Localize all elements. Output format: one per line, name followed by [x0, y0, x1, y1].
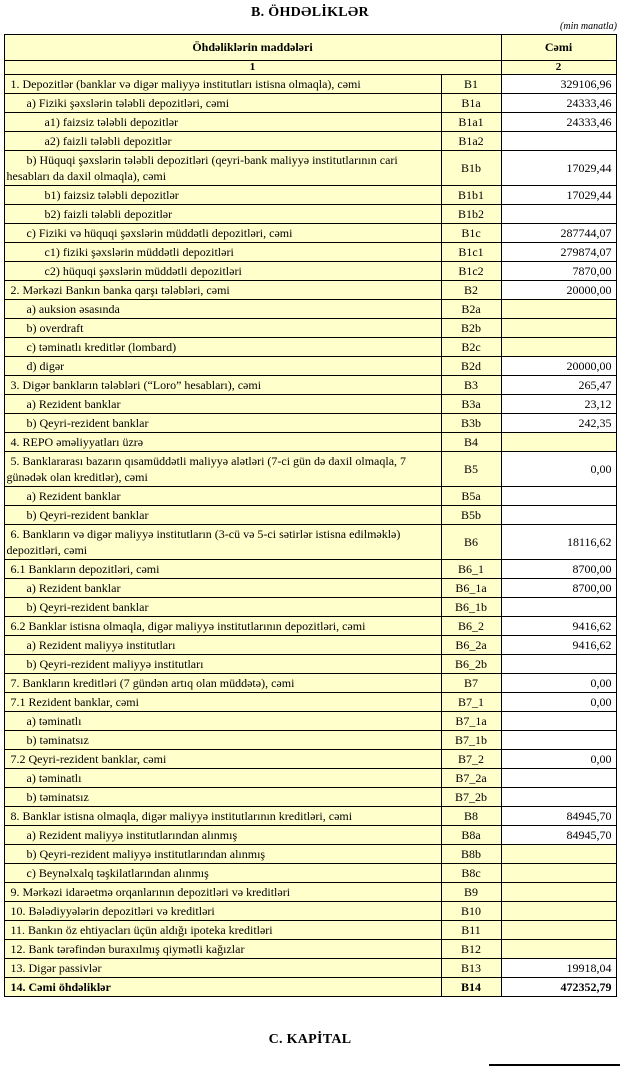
row-label: b) Qeyri-rezident banklar	[4, 598, 441, 617]
row-code: B1a2	[441, 132, 501, 151]
row-code: B6_2	[441, 617, 501, 636]
table-row	[4, 560, 616, 579]
row-amount	[501, 883, 616, 902]
table-row	[4, 769, 616, 788]
table-row	[4, 579, 616, 598]
table-row	[4, 506, 616, 525]
row-amount	[501, 845, 616, 864]
row-code: B1c1	[441, 243, 501, 262]
row-label: a) Fiziki şəxslərin tələbli depozitləri, cəmi	[4, 94, 441, 113]
row-amount: 279874,07	[501, 243, 616, 262]
table-row	[4, 357, 616, 376]
row-amount: 7870,00	[501, 262, 616, 281]
row-label: b) Hüquqi şəxslərin tələbli depozitləri (qeyri-bank maliyyə institutlarının cari hesabları da daxil olmaqla), cəmi	[4, 151, 441, 186]
row-amount: 0,00	[501, 674, 616, 693]
row-label: c) təminatlı kreditlər (lombard)	[4, 338, 441, 357]
row-amount	[501, 940, 616, 959]
row-label: b) Qeyri-rezident maliyyə institutlarından alınmış	[4, 845, 441, 864]
row-label: 6.1 Bankların depozitləri, cəmi	[4, 560, 441, 579]
row-amount	[501, 921, 616, 940]
row-code: B2b	[441, 319, 501, 338]
liabilities-table	[4, 34, 617, 997]
row-code: B7_1a	[441, 712, 501, 731]
row-code: B14	[441, 978, 501, 997]
row-code: B8b	[441, 845, 501, 864]
row-amount: 84945,70	[501, 826, 616, 845]
row-amount	[501, 319, 616, 338]
table-row	[4, 731, 616, 750]
table-row	[4, 224, 616, 243]
table-row	[4, 94, 616, 113]
row-amount: 17029,44	[501, 186, 616, 205]
bottom-rule	[489, 1064, 620, 1066]
row-label: 3. Digər bankların tələbləri (“Loro” hesabları), cəmi	[4, 376, 441, 395]
row-amount: 24333,46	[501, 94, 616, 113]
page-title: B. ÖHDƏLİKLƏR	[251, 5, 369, 20]
row-amount	[501, 712, 616, 731]
row-code: B8a	[441, 826, 501, 845]
row-label: 7. Bankların kreditləri (7 gündən artıq olan müddətə), cəmi	[4, 674, 441, 693]
row-amount: 472352,79	[501, 978, 616, 997]
row-label: b) Qeyri-rezident banklar	[4, 414, 441, 433]
row-code: B13	[441, 959, 501, 978]
row-code: B7_2b	[441, 788, 501, 807]
row-code: B6_1b	[441, 598, 501, 617]
row-label: b) təminatsız	[4, 788, 441, 807]
row-label: a) Rezident banklar	[4, 579, 441, 598]
row-code: B6_2b	[441, 655, 501, 674]
row-amount: 23,12	[501, 395, 616, 414]
row-amount: 0,00	[501, 750, 616, 769]
table-row	[4, 186, 616, 205]
row-label: 12. Bank tərəfindən buraxılmış qiymətli kağızlar	[4, 940, 441, 959]
table-row	[4, 487, 616, 506]
table-row	[4, 205, 616, 224]
table-row	[4, 864, 616, 883]
row-label: b1) faizsiz tələbli depozitlər	[4, 186, 441, 205]
row-amount: 0,00	[501, 452, 616, 487]
row-amount: 0,00	[501, 693, 616, 712]
row-label: 6.2 Banklar istisna olmaqla, digər maliyyə institutlarının depozitləri, cəmi	[4, 617, 441, 636]
row-code: B3b	[441, 414, 501, 433]
row-amount	[501, 300, 616, 319]
row-amount	[501, 731, 616, 750]
row-amount: 24333,46	[501, 113, 616, 132]
row-label: a) Rezident banklar	[4, 395, 441, 414]
table-row	[4, 826, 616, 845]
row-code: B1b2	[441, 205, 501, 224]
row-amount	[501, 598, 616, 617]
table-row	[4, 617, 616, 636]
row-label: 6. Bankların və digər maliyyə institutların (3-cü və 5-ci sətirlər istisna edilməklə) depozitləri, cəmi	[4, 525, 441, 560]
row-label: 10. Bələdiyyələrin depozitləri və kreditləri	[4, 902, 441, 921]
row-code: B4	[441, 433, 501, 452]
row-amount	[501, 655, 616, 674]
table-row	[4, 598, 616, 617]
next-section-title: C. KAPİTAL	[268, 1032, 352, 1047]
table-row	[4, 902, 616, 921]
row-label: d) digər	[4, 357, 441, 376]
row-code: B3	[441, 376, 501, 395]
liabilities-table-body	[4, 75, 616, 997]
table-row	[4, 452, 616, 487]
row-label: a1) faizsiz tələbli depozitlər	[4, 113, 441, 132]
table-row	[4, 883, 616, 902]
row-label: 13. Digər passivlər	[4, 959, 441, 978]
row-code: B11	[441, 921, 501, 940]
row-label: a) auksion əsasında	[4, 300, 441, 319]
row-label: b) overdraft	[4, 319, 441, 338]
row-code: B1c	[441, 224, 501, 243]
row-amount: 84945,70	[501, 807, 616, 826]
row-amount	[501, 506, 616, 525]
table-row	[4, 674, 616, 693]
row-label: c1) fiziki şəxslərin müddətli depozitləri	[4, 243, 441, 262]
row-code: B1c2	[441, 262, 501, 281]
row-amount: 19918,04	[501, 959, 616, 978]
row-code: B8c	[441, 864, 501, 883]
table-row	[4, 959, 616, 978]
table-row	[4, 132, 616, 151]
row-amount: 17029,44	[501, 151, 616, 186]
unit-note: (min manatla)	[560, 21, 617, 32]
row-amount: 287744,07	[501, 224, 616, 243]
row-code: B5	[441, 452, 501, 487]
row-label: b) təminatsız	[4, 731, 441, 750]
row-amount	[501, 788, 616, 807]
row-amount	[501, 487, 616, 506]
row-code: B2d	[441, 357, 501, 376]
row-label: a2) faizli tələbli depozitlər	[4, 132, 441, 151]
row-code: B7_2	[441, 750, 501, 769]
row-code: B6	[441, 525, 501, 560]
table-row	[4, 414, 616, 433]
row-amount: 329106,96	[501, 75, 616, 94]
row-code: B7_1b	[441, 731, 501, 750]
row-amount: 265,47	[501, 376, 616, 395]
row-code: B1a1	[441, 113, 501, 132]
table-row	[4, 281, 616, 300]
row-code: B5b	[441, 506, 501, 525]
table-row	[4, 807, 616, 826]
row-label: b) Qeyri-rezident maliyyə institutları	[4, 655, 441, 674]
table-row	[4, 319, 616, 338]
row-label: a) təminatlı	[4, 769, 441, 788]
column-number-items: 1	[4, 61, 501, 75]
row-label: a) Rezident maliyyə institutlarından alınmış	[4, 826, 441, 845]
row-label: b2) faizli tələbli depozitlər	[4, 205, 441, 224]
row-code: B12	[441, 940, 501, 959]
row-label: a) Rezident banklar	[4, 487, 441, 506]
table-row	[4, 525, 616, 560]
row-code: B2	[441, 281, 501, 300]
row-amount: 20000,00	[501, 357, 616, 376]
row-amount: 8700,00	[501, 579, 616, 598]
row-code: B5a	[441, 487, 501, 506]
row-amount: 20000,00	[501, 281, 616, 300]
row-label: 7.1 Rezident banklar, cəmi	[4, 693, 441, 712]
row-code: B3a	[441, 395, 501, 414]
row-amount: 8700,00	[501, 560, 616, 579]
table-row	[4, 712, 616, 731]
table-row	[4, 845, 616, 864]
row-label: 2. Mərkəzi Bankın banka qarşı tələbləri, cəmi	[4, 281, 441, 300]
row-code: B7_1	[441, 693, 501, 712]
row-amount: 242,35	[501, 414, 616, 433]
header-total-label: Cəmi	[501, 35, 616, 61]
table-header-row	[4, 35, 616, 61]
row-label: 1. Depozitlər (banklar və digər maliyyə institutları istisna olmaqla), cəmi	[4, 75, 441, 94]
row-code: B1b	[441, 151, 501, 186]
table-row	[4, 693, 616, 712]
row-code: B1	[441, 75, 501, 94]
row-amount	[501, 338, 616, 357]
row-amount	[501, 132, 616, 151]
row-label: c) Beynəlxalq təşkilatlarından alınmış	[4, 864, 441, 883]
table-row	[4, 262, 616, 281]
row-label: 8. Banklar istisna olmaqla, digər maliyyə institutlarının kreditləri, cəmi	[4, 807, 441, 826]
row-amount: 9416,62	[501, 617, 616, 636]
row-code: B6_1	[441, 560, 501, 579]
table-row	[4, 433, 616, 452]
table-row	[4, 376, 616, 395]
row-code: B2c	[441, 338, 501, 357]
row-label: c2) hüquqi şəxslərin müddətli depozitləri	[4, 262, 441, 281]
table-row	[4, 750, 616, 769]
table-row	[4, 655, 616, 674]
row-code: B9	[441, 883, 501, 902]
table-row	[4, 788, 616, 807]
row-label: 14. Cəmi öhdəliklər	[4, 978, 441, 997]
table-row	[4, 940, 616, 959]
table-row	[4, 151, 616, 186]
row-label: a) təminatlı	[4, 712, 441, 731]
row-code: B2a	[441, 300, 501, 319]
row-code: B1a	[441, 94, 501, 113]
row-code: B6_2a	[441, 636, 501, 655]
row-label: a) Rezident maliyyə institutları	[4, 636, 441, 655]
table-row	[4, 636, 616, 655]
row-label: 9. Mərkəzi idarəetmə orqanlarının depozitləri və kreditləri	[4, 883, 441, 902]
table-row	[4, 113, 616, 132]
row-amount	[501, 902, 616, 921]
row-code: B10	[441, 902, 501, 921]
row-code: B6_1a	[441, 579, 501, 598]
row-amount	[501, 433, 616, 452]
table-row	[4, 395, 616, 414]
table-row	[4, 300, 616, 319]
row-label: b) Qeyri-rezident banklar	[4, 506, 441, 525]
row-code: B7	[441, 674, 501, 693]
row-code: B8	[441, 807, 501, 826]
row-amount: 9416,62	[501, 636, 616, 655]
row-label: 11. Bankın öz ehtiyacları üçün aldığı ipoteka kreditləri	[4, 921, 441, 940]
row-label: 7.2 Qeyri-rezident banklar, cəmi	[4, 750, 441, 769]
row-code: B7_2a	[441, 769, 501, 788]
table-row	[4, 338, 616, 357]
table-row	[4, 243, 616, 262]
row-code: B1b1	[441, 186, 501, 205]
row-label: 5. Banklararası bazarın qısamüddətli maliyyə alətləri (7-ci gün də daxil olmaqla, 7 günədək olan kreditlər), cəmi	[4, 452, 441, 487]
table-row	[4, 75, 616, 94]
row-label: c) Fiziki və hüquqi şəxslərin müddətli depozitləri, cəmi	[4, 224, 441, 243]
row-amount	[501, 205, 616, 224]
column-numbers-row	[4, 61, 616, 75]
row-amount	[501, 864, 616, 883]
table-row	[4, 978, 616, 997]
row-amount: 18116,62	[501, 525, 616, 560]
row-label: 4. REPO əməliyyatları üzrə	[4, 433, 441, 452]
column-number-total: 2	[501, 61, 616, 75]
row-amount	[501, 769, 616, 788]
header-items-label: Öhdəliklərin maddələri	[4, 35, 501, 61]
table-row	[4, 921, 616, 940]
